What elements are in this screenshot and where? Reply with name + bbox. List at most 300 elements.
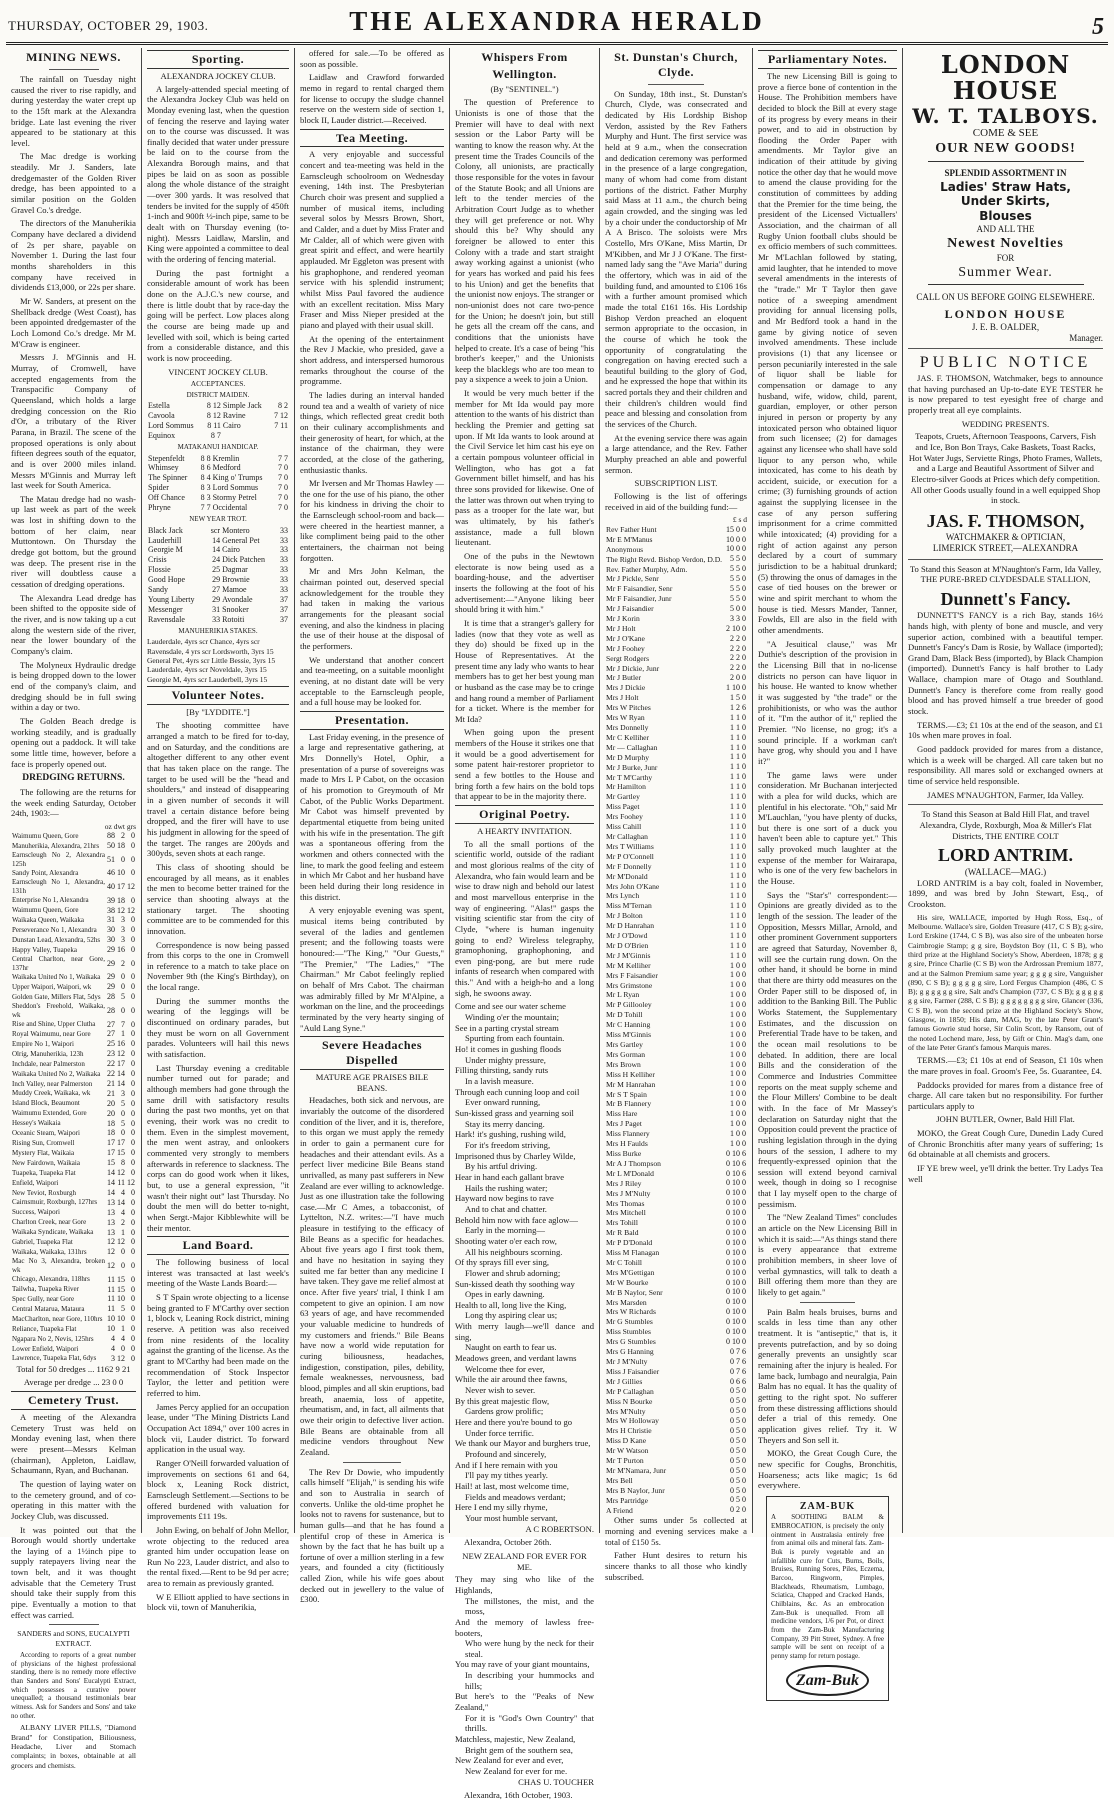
table-cell: 1 1 0 — [730, 742, 746, 752]
table-cell: Mr C Tohill — [606, 1257, 643, 1267]
table-cell: Mrs W Pitches — [606, 703, 651, 713]
poem-line: Health to all, long live the King, — [455, 1299, 567, 1310]
paragraph: LORD ANTRIM is a bay colt, foaled in November, 1899, and was bred by John Stewart, Esq., of Crookston. — [908, 877, 1103, 910]
table-cell: Anonymous — [606, 544, 644, 554]
paragraph: His sire, WALLACE, imported by Hugh Ross, Esq., of Melbourne. Wallace's sire, Golden Treasure (417, C S B); g-sire, Lord Erskine (1744, C S B), was also sire of the unbeaten horse Cairnbrogie Stamp; g g sire, Boydston Boy (11, C S B), who third prize at the Highland Society's Show, Aberdeen, 1878; g g g sire, Prince Charlie (C S B) won the Ardrossan Premium 1877, and at the Salmon Premium same year; g g g g sire, Vanguisher (890, C S B); g g g g g sire, Lord Fergus Champion (486, C S B); g g g g g g sire, Salt and's Champion (737, C S B); g g g g g g g sire, Farmer (288, C S B); g g g g g g g g sire, Glancer (336, C S B), won the second prize at the Highland Society's Show, Glasgow, in 1850; His dam, MAG, by the late Peter Grant's famous Gowrie stud horse, Sir Colin Scott, by Ransom, out of the noted Lochend mare, Jess, by Gift or Chin. Mag's dam, one of the late Peter Grant's famous Marquis mares. — [908, 912, 1103, 1052]
table-cell: 0 10 0 — [726, 1277, 746, 1287]
table-row — [605, 683, 747, 693]
table-row — [11, 1148, 136, 1158]
table-row — [147, 605, 289, 615]
table-cell: Mr J Korin — [606, 614, 640, 624]
table-row — [147, 536, 289, 546]
table-row — [605, 1218, 747, 1228]
table-cell: 1 1 0 — [730, 851, 746, 861]
table-cell: Ngapara No 2, Nevis, 125hrs — [12, 1334, 94, 1343]
ad-line: Newest Novelties — [947, 236, 1064, 252]
poem-line: Profound and sincerely, — [465, 1449, 547, 1459]
table-cell: Mr M'Donald — [606, 871, 648, 881]
table-row — [605, 1476, 747, 1486]
table-cell: Miss D Kane — [606, 1436, 647, 1446]
paragraph: A very enjoyable evening was spent, musical items being contributed by several of the ladies and gentlemen present; and the following toasts were honoured:—"The King," "Our Guests," "The Premier," "The Ladies," "The Chairman." Mr Cabot feelingly replied on behalf of Mrs Cabot. The chairman was admirably filled by Mr M'Alpine, a workman on the line, and the proceedings terminated by the very hearty singing of "Auld Lang Syne." — [300, 905, 444, 1033]
race-heading: MATAKANUI HANDICAP. — [177, 442, 259, 451]
table-cell: 0 10 0 — [726, 1198, 746, 1208]
table-cell: 0 — [131, 1247, 135, 1257]
poem-line: Here and there you're bound to go — [455, 1417, 573, 1428]
table-cell: 7 0 — [278, 483, 288, 493]
table-row — [605, 1317, 747, 1327]
table-row — [605, 961, 747, 971]
table-cell: 0 — [131, 1343, 135, 1353]
whispers-heading: Whispers From — [481, 50, 568, 64]
table-cell: 1 0 0 — [730, 1039, 746, 1049]
table-cell: Lauderhill — [148, 535, 182, 545]
masthead — [0, 0, 1114, 44]
table-row — [605, 772, 747, 782]
table-cell: 1 0 0 — [730, 960, 746, 970]
table-cell: 37 — [280, 594, 288, 604]
paragraph: The question of laying water on to the cemetery ground, and of co-operating in this matter with the Jockey Club, was discussed. — [11, 1478, 136, 1521]
list-item: Georgie M, 4yrs scr Lauderbell, 3yrs 15 — [147, 674, 268, 684]
subheading: WEDDING PRESENTS. — [961, 418, 1050, 429]
table-cell: Whimsey — [148, 463, 179, 473]
poem-line: Never wish to sever. — [465, 1385, 536, 1396]
poem-line: Ever onward running, — [465, 1097, 541, 1108]
table-cell: 12 — [127, 1178, 135, 1187]
table-row — [605, 931, 747, 941]
table-row — [605, 1505, 747, 1515]
table-cell: 10 — [117, 868, 125, 878]
table-cell: Golden Gate, Millers Flat, 5dys — [12, 992, 101, 1001]
table-cell: 30 — [107, 935, 115, 945]
table-row — [605, 1000, 747, 1010]
table-cell: Mr B Flannery — [606, 1099, 652, 1109]
list-item: General Pet, 4yrs scr Little Bessie, 3yrs 15 — [147, 655, 276, 665]
table-row — [11, 1257, 136, 1274]
table-cell: Mr — Callaghan — [606, 742, 658, 752]
table-cell: Simple Jack — [222, 401, 262, 411]
table-cell: Central Matarua, Mataura — [12, 1304, 85, 1313]
table-cell: 0 — [131, 895, 135, 905]
table-cell: 27 — [107, 1029, 115, 1039]
column-3 — [295, 48, 450, 1605]
subheading: VINCENT JOCKEY CLUB. — [168, 366, 268, 377]
zam-buk-ad — [766, 1496, 889, 1702]
table-row — [11, 1198, 136, 1208]
table-row — [11, 1334, 136, 1344]
table-cell: 0 2 0 — [730, 1505, 746, 1515]
table-row — [11, 851, 136, 868]
paragraph: A very enjoyable and successful concert and tea-meeting was held in the Earnscleugh schoolroom on Wednesday evening, 14th inst. The Presbyterian Church choir was present and supplied a number of musical items, including several solos by Messrs Brown, Short, and Calder, and a duet by Miss Frater and Mr Calder, all of which were given with great spirit and effect, and were heartily applauded. Mr Eggleton was present with his graphophone, and rendered yeoman service with his splendid instrument; whilst Miss Paul favored the audience with an excellent recitation. Miss Mary Fraser and Miss Nieper presided at the piano and played with their usual skill. — [300, 149, 444, 330]
table-row — [147, 454, 289, 464]
table-cell: 0 10 0 — [726, 1257, 746, 1267]
paragraph: A largely-attended special meeting of the Alexandra Jockey Club was held on Monday evening last, when the question of fencing the reserve and laying water on to the course was discussed. It was finally decided that water under pressure be laid on to the course from the Alexandra Borough mains, and that pipes be laid on as soon as possible along the whole distance of the straight—over 300 yards. It was resolved that tenders be invited for the supply of 450ft 1-inch and 900ft ½-inch pipe, same to be dealt with on Thursday evening (to-night). Messrs Laidlaw, Marslin, and King were appointed a committee to deal with the ordering of fencing material. — [147, 83, 289, 265]
table-cell: Waikaka Syndicate, Waikaka — [12, 1228, 94, 1237]
poem-line: Your most humble servant, — [465, 1512, 558, 1523]
table-cell: 15 — [117, 1284, 125, 1294]
paragraph: The Golden Beach dredge is working steadily, and is gradually opening out a paddock. It will take some little time, however, before a face is properly opened out. — [11, 715, 136, 769]
table-cell: Mr J O'Kane — [606, 633, 645, 643]
table-cell: Miss M'Ginnis — [606, 1030, 652, 1040]
ad-line: Ladies' Straw Hats, — [940, 179, 1071, 194]
whispers-heading-2: Wellington. — [492, 66, 557, 81]
divider — [49, 1624, 99, 1625]
table-row — [605, 634, 747, 644]
returns-total: Total for 50 dredges ... 1162 9 21 — [16, 1363, 131, 1374]
table-row — [11, 1039, 136, 1049]
ad-line: SPLENDID ASSORTMENT IN — [944, 168, 1067, 179]
table-cell: A Friend — [606, 1505, 633, 1515]
lord-antrim-title: LORD ANTRIM. — [937, 845, 1073, 866]
table-cell: 33 — [280, 525, 288, 535]
table-cell: 1 — [121, 1324, 125, 1334]
table-cell: Mr F Faisandier, Senr — [606, 584, 673, 594]
table-cell: 13 — [107, 1227, 115, 1237]
table-row — [11, 1314, 136, 1324]
table-cell: 22 — [107, 1059, 115, 1069]
table-cell: 28 — [107, 1005, 115, 1015]
poem-line: Imprisoned thus by Charley Wilde, — [455, 1150, 576, 1161]
table-cell: 17 — [107, 1138, 115, 1148]
table-cell: 0 — [121, 1247, 125, 1257]
table-cell: Mr J M'Ginnis — [606, 950, 651, 960]
table-cell: 11 — [117, 1178, 125, 1187]
table-row — [605, 891, 747, 901]
table-cell: 0 — [131, 1108, 135, 1118]
table-cell: 1 0 0 — [730, 970, 746, 980]
table-cell: Mamoe — [222, 585, 247, 595]
table-cell: Lower Enfield, Waipori — [12, 1344, 79, 1353]
table-cell: 8 3 — [200, 483, 211, 493]
table-cell: 0 10 6 — [726, 1168, 746, 1178]
paragraph: JOHN BUTLER, Owner, Bald Hill Flat. — [936, 1114, 1075, 1125]
table-cell: 18 — [107, 1128, 115, 1138]
table-cell: Dagmar — [222, 565, 248, 575]
ad-line: LONDON HOUSE — [944, 307, 1067, 322]
list-item: Lauderdale, 4yrs scr Chance, 4yrs scr — [147, 637, 260, 647]
table-cell: 7 7 — [278, 453, 288, 463]
divider — [49, 69, 99, 70]
poem-line: Matchless, majestic, New Zealand, — [455, 1734, 576, 1745]
table-cell: Royal Waimumu, near Gore — [12, 1030, 91, 1039]
poem-title: NEW ZEALAND FOR EVER FOR ME. — [462, 1550, 587, 1572]
table-cell: 0 5 0 — [730, 1475, 746, 1485]
table-row — [605, 1228, 747, 1238]
subscription-heading: SUBSCRIPTION LIST. — [634, 478, 718, 489]
table-cell: Sergt Rodgers — [606, 653, 650, 663]
table-cell: Estella — [148, 401, 170, 411]
table-cell: 0 7 6 — [730, 1366, 746, 1376]
table-cell: 1 1 0 — [730, 821, 746, 831]
london-house-ad — [908, 52, 1103, 344]
table-cell: 1 0 0 — [730, 1128, 746, 1138]
table-cell: 0 — [131, 1314, 135, 1324]
table-row — [605, 1178, 747, 1188]
table-row — [605, 1268, 747, 1278]
poem-line: Of thy sprays fill ever sing, — [455, 1257, 550, 1268]
table-cell: 0 — [131, 1158, 135, 1168]
table-row — [11, 1089, 136, 1099]
table-cell: Hessey's Waikaia — [12, 1119, 61, 1128]
table-cell: 1 1 0 — [730, 861, 746, 871]
table-cell: Dunstan Lead, Alexandra, 52hs — [12, 935, 101, 944]
table-row — [605, 1347, 747, 1357]
table-cell: Cairnsmuir, Roxburgh, 127hrs — [12, 1198, 98, 1207]
table-cell: 0 5 0 — [730, 1396, 746, 1406]
table-cell: 0 10 0 — [726, 1188, 746, 1198]
table-cell: Messenger — [148, 604, 183, 614]
columns — [6, 48, 1108, 1801]
table-cell: 1 0 0 — [730, 1079, 746, 1089]
table-cell: 18 — [117, 841, 125, 851]
column-6 — [753, 48, 903, 1689]
table-row — [11, 1168, 136, 1178]
table-cell: 12 — [117, 905, 125, 915]
table-row — [11, 1218, 136, 1228]
paragraph: TERMS.—£3; £1 10s at end of Season, £1 10s when the mare proves in foal. Groom's Fee, 5s. Guarantee, £4. — [908, 1055, 1103, 1076]
table-row — [605, 624, 747, 634]
church-heading-2: Clyde. — [658, 64, 694, 79]
table-row — [605, 1287, 747, 1297]
table-row — [605, 1386, 747, 1396]
table-cell: 0 — [131, 982, 135, 992]
table-row — [11, 1119, 136, 1129]
table-cell: 1 — [121, 1227, 125, 1237]
table-row — [605, 604, 747, 614]
race-table — [147, 401, 289, 441]
table-row — [11, 906, 136, 916]
table-cell: Mr F Donnelly — [606, 861, 652, 871]
table-row — [11, 1344, 136, 1354]
table-cell: 5 — [121, 1118, 125, 1128]
table-cell: 39 — [107, 895, 115, 905]
table-cell: 5 5 0 — [730, 564, 746, 574]
table-cell: Tuapeka, Tuapeka Flat — [12, 1168, 76, 1177]
table-row — [11, 1109, 136, 1119]
table-row — [147, 463, 289, 473]
table-cell: 50 — [107, 841, 115, 851]
table-cell: 10 — [117, 1314, 125, 1324]
table-row — [605, 535, 747, 545]
table-cell: Waikaka, Waikaka, 131hrs — [12, 1247, 87, 1256]
table-cell: Mr D O'Brien — [606, 940, 649, 950]
table-cell: 25 — [212, 565, 221, 575]
table-cell: 0 10 0 — [726, 1247, 746, 1257]
table-cell: 1 0 0 — [730, 1049, 746, 1059]
dunnetts-fancy-title: Dunnett's Fancy. — [940, 588, 1071, 609]
table-cell: Stormy Petrel — [212, 493, 257, 503]
table-cell: Avondale — [222, 594, 253, 604]
table-cell: 40 — [107, 882, 115, 892]
ad-line: Manager. — [1069, 333, 1103, 344]
table-cell: 11 — [107, 1304, 115, 1314]
table-cell: 15 — [107, 1158, 115, 1168]
table-row — [605, 544, 747, 554]
table-row — [605, 574, 747, 584]
table-cell: Sandy Point, Alexandra — [12, 869, 79, 878]
table-cell: Sheddon's Freehold, Waikaka, wk — [12, 1002, 105, 1019]
table-cell: Reliance, Tuapeka Flat — [12, 1324, 77, 1333]
table-cell: Mrs Gorman — [606, 1049, 646, 1059]
table-cell: 2 — [121, 958, 125, 968]
table-row — [11, 992, 136, 1002]
poem-line: Under mighty pressure, — [465, 1054, 546, 1065]
table-cell: 0 — [121, 1005, 125, 1015]
table-cell: 0 — [131, 1118, 135, 1128]
table-row — [147, 565, 289, 575]
column-7 — [903, 48, 1108, 1533]
table-cell: Mrs W Holloway — [606, 1416, 659, 1426]
poem-line: Bright gem of the southern sea, — [465, 1744, 573, 1755]
new-goods: OUR NEW GOODS! — [935, 141, 1076, 157]
table-cell: Muddy Creek, Waikaka, wk — [12, 1089, 91, 1098]
poem-line: Come and see our water scheme — [455, 1001, 566, 1012]
table-row — [605, 653, 747, 663]
table-cell: 2 10 0 — [726, 623, 746, 633]
table-cell: Gabriel, Tuapeka Flat — [12, 1238, 73, 1247]
table-cell: Mrs Bell — [606, 1475, 633, 1485]
table-cell: 0 5 0 — [730, 1416, 746, 1426]
table-cell: 37 — [280, 614, 288, 624]
table-cell: Mrs Thomas — [606, 1198, 645, 1208]
table-cell: 20 — [107, 1108, 115, 1118]
table-cell: 0 — [131, 1304, 135, 1314]
table-cell: Waikaka United No 2, Waikaka — [12, 1069, 101, 1078]
table-cell: 5 — [121, 1098, 125, 1108]
table-row — [11, 878, 136, 895]
table-row — [11, 915, 136, 925]
poem-line: Who were hung by the neck for their steal. — [465, 1638, 594, 1659]
issue-date: THURSDAY, OCTOBER 29, 1903. — [8, 18, 209, 33]
bile-beans-heading: Severe Headaches Dispelled — [300, 1036, 444, 1070]
table-cell: 1 1 0 — [730, 732, 746, 742]
poem-line: For it's freedom striving, — [465, 1139, 551, 1150]
subscription-table — [605, 525, 747, 1516]
table-row — [605, 1377, 747, 1387]
poem — [455, 1574, 594, 1776]
paragraph: Last Friday evening, in the presence of a large and representative gathering, at Mrs Donnelly's Hotel, Ophir, a presentation of a purse of sovereigns was made to Mrs L P Cabot, on the occasion of his promotion to Greymouth of Mr Cabot, of the Public Works Department. Mr Cabot was himself prevented by departmental etiquette from being united with his wife in the presentation. The gift was a spontaneous offering from the workmen and others connected with the line, to mark the good feeling and esteem in which Mr Cabot and her husband have been held during their long residence in this district. — [300, 731, 444, 902]
table-cell: Olrig, Manuherikia, 123h — [12, 1049, 84, 1058]
newspaper-title: THE ALEXANDRA HERALD — [349, 6, 765, 36]
table-cell: Spider — [148, 483, 169, 493]
race-heading: NEW YEAR TROT. — [189, 514, 247, 523]
table-cell: 28 — [107, 992, 115, 1002]
table-cell: 25 — [107, 1039, 115, 1049]
table-cell: 1 1 0 — [730, 950, 746, 960]
table-cell: 0 10 0 — [726, 1267, 746, 1277]
table-row — [605, 881, 747, 891]
original-poetry-heading: Original Poetry. — [455, 805, 594, 824]
poem-line: And to chat and chatter. — [465, 1203, 547, 1214]
paragraph: MOKO, the Great Cough Cure, Dunedin Lady Cured of Chronic Bronchitis after many years of suffering; 1s 6d obtainable at all chemists and grocers. — [908, 1128, 1103, 1160]
table-cell: Mr S T Spain — [606, 1089, 647, 1099]
table-cell: 8 8 — [200, 453, 211, 463]
table-cell: Montero — [222, 525, 250, 535]
table-cell: 0 — [131, 1098, 135, 1108]
table-cell: 11 — [107, 1274, 115, 1284]
table-cell: 15 — [117, 1274, 125, 1284]
table-cell: 0 10 0 — [726, 1208, 746, 1218]
table-row — [11, 1079, 136, 1089]
table-cell: Mrs J Holt — [606, 693, 639, 703]
table-cell: 29 — [107, 945, 115, 955]
table-row — [605, 1089, 747, 1099]
table-cell: 0 — [131, 925, 135, 935]
table-cell: Mrs W Ryan — [606, 713, 645, 723]
table-cell: Mrs Lynch — [606, 891, 640, 901]
table-cell: 12 — [107, 1247, 115, 1257]
subheading: ACCEPTANCES. — [190, 379, 246, 389]
table-cell: 14 — [117, 1078, 125, 1088]
race-table — [147, 454, 289, 513]
table-row — [11, 868, 136, 878]
table-row — [11, 1002, 136, 1019]
table-cell: Brownie — [222, 575, 250, 585]
table-cell: 1 1 0 — [730, 841, 746, 851]
table-cell: Mr R Bald — [606, 1228, 639, 1238]
table-cell: 0 — [131, 915, 135, 925]
divider — [800, 1302, 856, 1303]
table-cell: 14 — [107, 1168, 115, 1178]
table-cell: 2 2 0 — [730, 633, 746, 643]
poem-line: Flower and shrub adorning; — [465, 1267, 561, 1278]
table-cell: 4 — [121, 1207, 125, 1217]
table-row — [605, 1119, 747, 1129]
ad-line: FOR — [996, 252, 1015, 263]
table-cell: 4 — [111, 1334, 115, 1344]
table-cell: Young Liberty — [148, 594, 195, 604]
table-cell — [222, 431, 270, 441]
paragraph: The following business of local interest was transacted at last week's meeting of the Waste Lands Board:— — [147, 1257, 289, 1289]
table-row — [11, 1128, 136, 1138]
table-row — [11, 1285, 136, 1295]
table-cell: Miss Burke — [606, 1148, 642, 1158]
table-cell: Mr T Purton — [606, 1456, 644, 1466]
table-cell: 0 — [131, 1197, 135, 1207]
table-cell: Mr Gartley — [606, 792, 640, 802]
table-row — [605, 921, 747, 931]
paragraph: The Rev Dr Dowie, who impudently calls himself "Elijah," is sending his wife and son to Australia in search of converts. Unlike the old-time prophet he looks not to ravens for sustenance, but to human gulls—and that he has found a plentiful crop of these in America is shown by the fact that he has built up a fortune of over a million sterling in a few years, and founded a city (fictitiously called Zion, while his wife goes about decked out in jewellery to the value of £300. — [300, 1466, 444, 1605]
church-heading: St. Dunstan's Church, — [614, 50, 738, 64]
table-row — [605, 1040, 747, 1050]
ad-line: J. E. B. OALDER, — [971, 321, 1040, 332]
table-cell: 24 — [212, 555, 221, 565]
table-cell: 1 2 6 — [730, 702, 746, 712]
table-cell: 12 — [127, 882, 135, 892]
table-cell: 1 1 0 — [730, 920, 746, 930]
list-item: Lauderdale, 4yrs scr Noveldale, 3yrs 15 — [147, 665, 267, 675]
table-cell: 18 — [107, 1118, 115, 1128]
table-cell: Mr J Dickie, Junr — [606, 663, 660, 673]
divider — [908, 348, 1103, 349]
table-cell: Mr J Butler — [606, 673, 642, 683]
table-cell: 17 — [117, 1138, 125, 1148]
table-cell: Mrs Marsden — [606, 1297, 647, 1307]
poem-line: And the memory of lawless free-booters, — [455, 1616, 594, 1638]
table-cell: 1 0 0 — [730, 1069, 746, 1079]
paragraph: IF YE brew weel, ye'll drink the better. Try Ladys Tea well — [908, 1163, 1103, 1184]
poem-line: Sun-kissed death thy soothing way — [455, 1278, 575, 1289]
table-cell: 2 2 0 — [730, 663, 746, 673]
table-row — [605, 713, 747, 723]
table-cell: 8 4 — [200, 473, 211, 483]
table-cell: 0 — [131, 1284, 135, 1294]
table-cell: Mr Callaghan — [606, 831, 648, 841]
table-row — [605, 1060, 747, 1070]
paragraph: To all the small portions of the scientific world, outside of the radiant and most glorious realms of the city of Alexandra, who fain would learn and be wise to draw nigh and behold our latest and most marvellous enterprise in the way of engineering. "Alas!" gasps the visiting scientific star from the city of Clyde, "where is human ingenuity going to end? Wireless telegraphy, gramophoning, graphophoning, and even ping-pong, are but mere rude infants of research when compared with this." And with a heigh-ho and a long sigh, he swoons away. — [455, 838, 594, 998]
poem-line: New Zealand for ever and ever, — [455, 1755, 564, 1766]
paragraph: The new Licensing Bill is going to prove a fierce bone of contention in the House. The Prohibition members have decided to block the Bill at every stage of its progress by every means in their power, and to aid in obstruction by flooding the Order Paper with amendments. Mr Taylor give an indication of their attitude by giving notice the other day that he would move to amend the clause providing for the constitution of committees by adding that the Premier for the time being, the president of the Licensed Victuallers' Association, and the chairman of all Rugby Union football clubs should be ex officio members of such committees. Mr M'Lachlan followed by stating, amid laughter, that he intended to move several amendments in the interests of the "trade." Mr T Taylor then gave notice of a sweeping amendment providing for annual licensing polls, and Mr Bedford took a hand in the game by giving notice of seven involved amendments. These include provisions (1) that any licensee or person pecuniarily interested in the sale of liquor shall be liable for compensation or damage to any husband, wife, widow, child, parent, guardian, employer, or other person injured in person or property by any intoxicated person who obtained liquor from such licensee; (2) for damages against any licensee who shall have sold liquor to any person who, while intoxicated, has come to his death by accident, suicide, or execution for a crime; (3) furnishing grounds of action against the supplying licensee in the case of any person suffering imprisonment for a crime committed while intoxicated; (4) providing for a right of action against any person declared by a court of summary jurisdiction to be a habitual drunkard; (5) throwing the onus of damages in the case of tied houses on the brewer or wine and spirit merchant to whom the house is tied. Messrs Mander, Tanner, Fowlds, Ell are also in the field with other amendments. — [758, 70, 897, 635]
poem-line: Early in the morning— — [465, 1225, 545, 1236]
